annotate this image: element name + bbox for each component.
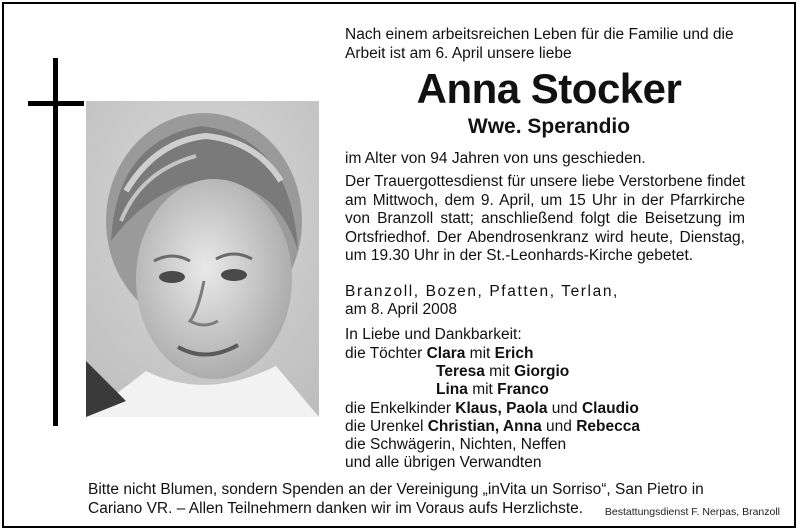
date-text: am 8. April 2008	[345, 301, 458, 318]
mourners-intro: In Liebe und Dankbarkeit:	[345, 326, 522, 343]
deceased-maiden-name: Wwe. Sperandio	[467, 115, 631, 138]
with-word: mit	[472, 381, 493, 398]
great-grandchildren-line	[345, 418, 640, 437]
partner-name: Erich	[494, 345, 534, 362]
grandchildren-line	[345, 400, 639, 419]
partner-name: Giorgio	[514, 363, 570, 380]
donation-note-line-1: Bitte nicht Blumen, sondern Spenden an der Vereinigung „inVita un Sorriso“, San Pietro in	[88, 481, 704, 498]
cross-vertical-bar	[53, 58, 58, 426]
daughters-line-2	[436, 363, 569, 382]
and-word: und	[546, 418, 572, 435]
daughters-prefix: die Töchter	[345, 345, 423, 362]
daughter-name: Clara	[426, 345, 466, 362]
daughters-line-1	[345, 345, 533, 364]
service-text: Der Trauergottesdienst für unsere liebe Verstorbene findet am Mittwoch, dem 9. April, um 15 Uhr in der Pfarrkirche von Branzoll statt; anschließend folgt die Beisetzung im Ortsfriedhof. Der Abendrosenkranz wird heute, Dienstag, um 19.30 Uhr in der St.-Leonhards-Kirche gebetet.	[345, 173, 745, 264]
great-grandchild-last-name: Rebecca	[576, 418, 640, 435]
cross-horizontal-bar	[28, 101, 84, 106]
grandchildren-prefix: die Enkelkinder	[345, 400, 451, 417]
grandchild-last-name: Claudio	[581, 400, 639, 417]
great-grandchildren-names: Christian, Anna	[427, 418, 542, 435]
intro-line-1: Nach einem arbeitsreichen Leben für die Familie und die	[345, 26, 734, 43]
partner-name: Franco	[497, 381, 549, 398]
intro-text	[345, 26, 734, 63]
daughters-line-3	[436, 381, 549, 400]
and-word: und	[551, 400, 578, 417]
deceased-name: Anna Stocker	[416, 65, 682, 112]
undertaker-credit: Bestattungsdienst F. Nerpas, Branzoll	[604, 506, 780, 518]
grandchildren-names: Klaus, Paola	[455, 400, 548, 417]
daughter-name: Lina	[436, 381, 468, 398]
obituary-notice	[2, 2, 796, 528]
inlaws-line: die Schwägerin, Nichten, Neffen	[345, 436, 567, 453]
places-text: Branzoll, Bozen, Pfatten, Terlan,	[345, 283, 619, 300]
portrait-photo	[86, 101, 319, 417]
great-grandchildren-prefix: die Urenkel	[345, 418, 424, 435]
relatives-line: und alle übrigen Verwandten	[345, 454, 542, 471]
donation-note-line-2: Cariano VR. – Allen Teilnehmern danken wir im Voraus aufs Herzlichste.	[88, 500, 584, 517]
daughter-name: Teresa	[436, 363, 485, 380]
age-text: im Alter von 94 Jahren von uns geschieden.	[345, 150, 646, 167]
with-word: mit	[469, 345, 491, 362]
with-word: mit	[489, 363, 510, 380]
intro-line-2: Arbeit ist am 6. April unsere liebe	[345, 44, 572, 62]
